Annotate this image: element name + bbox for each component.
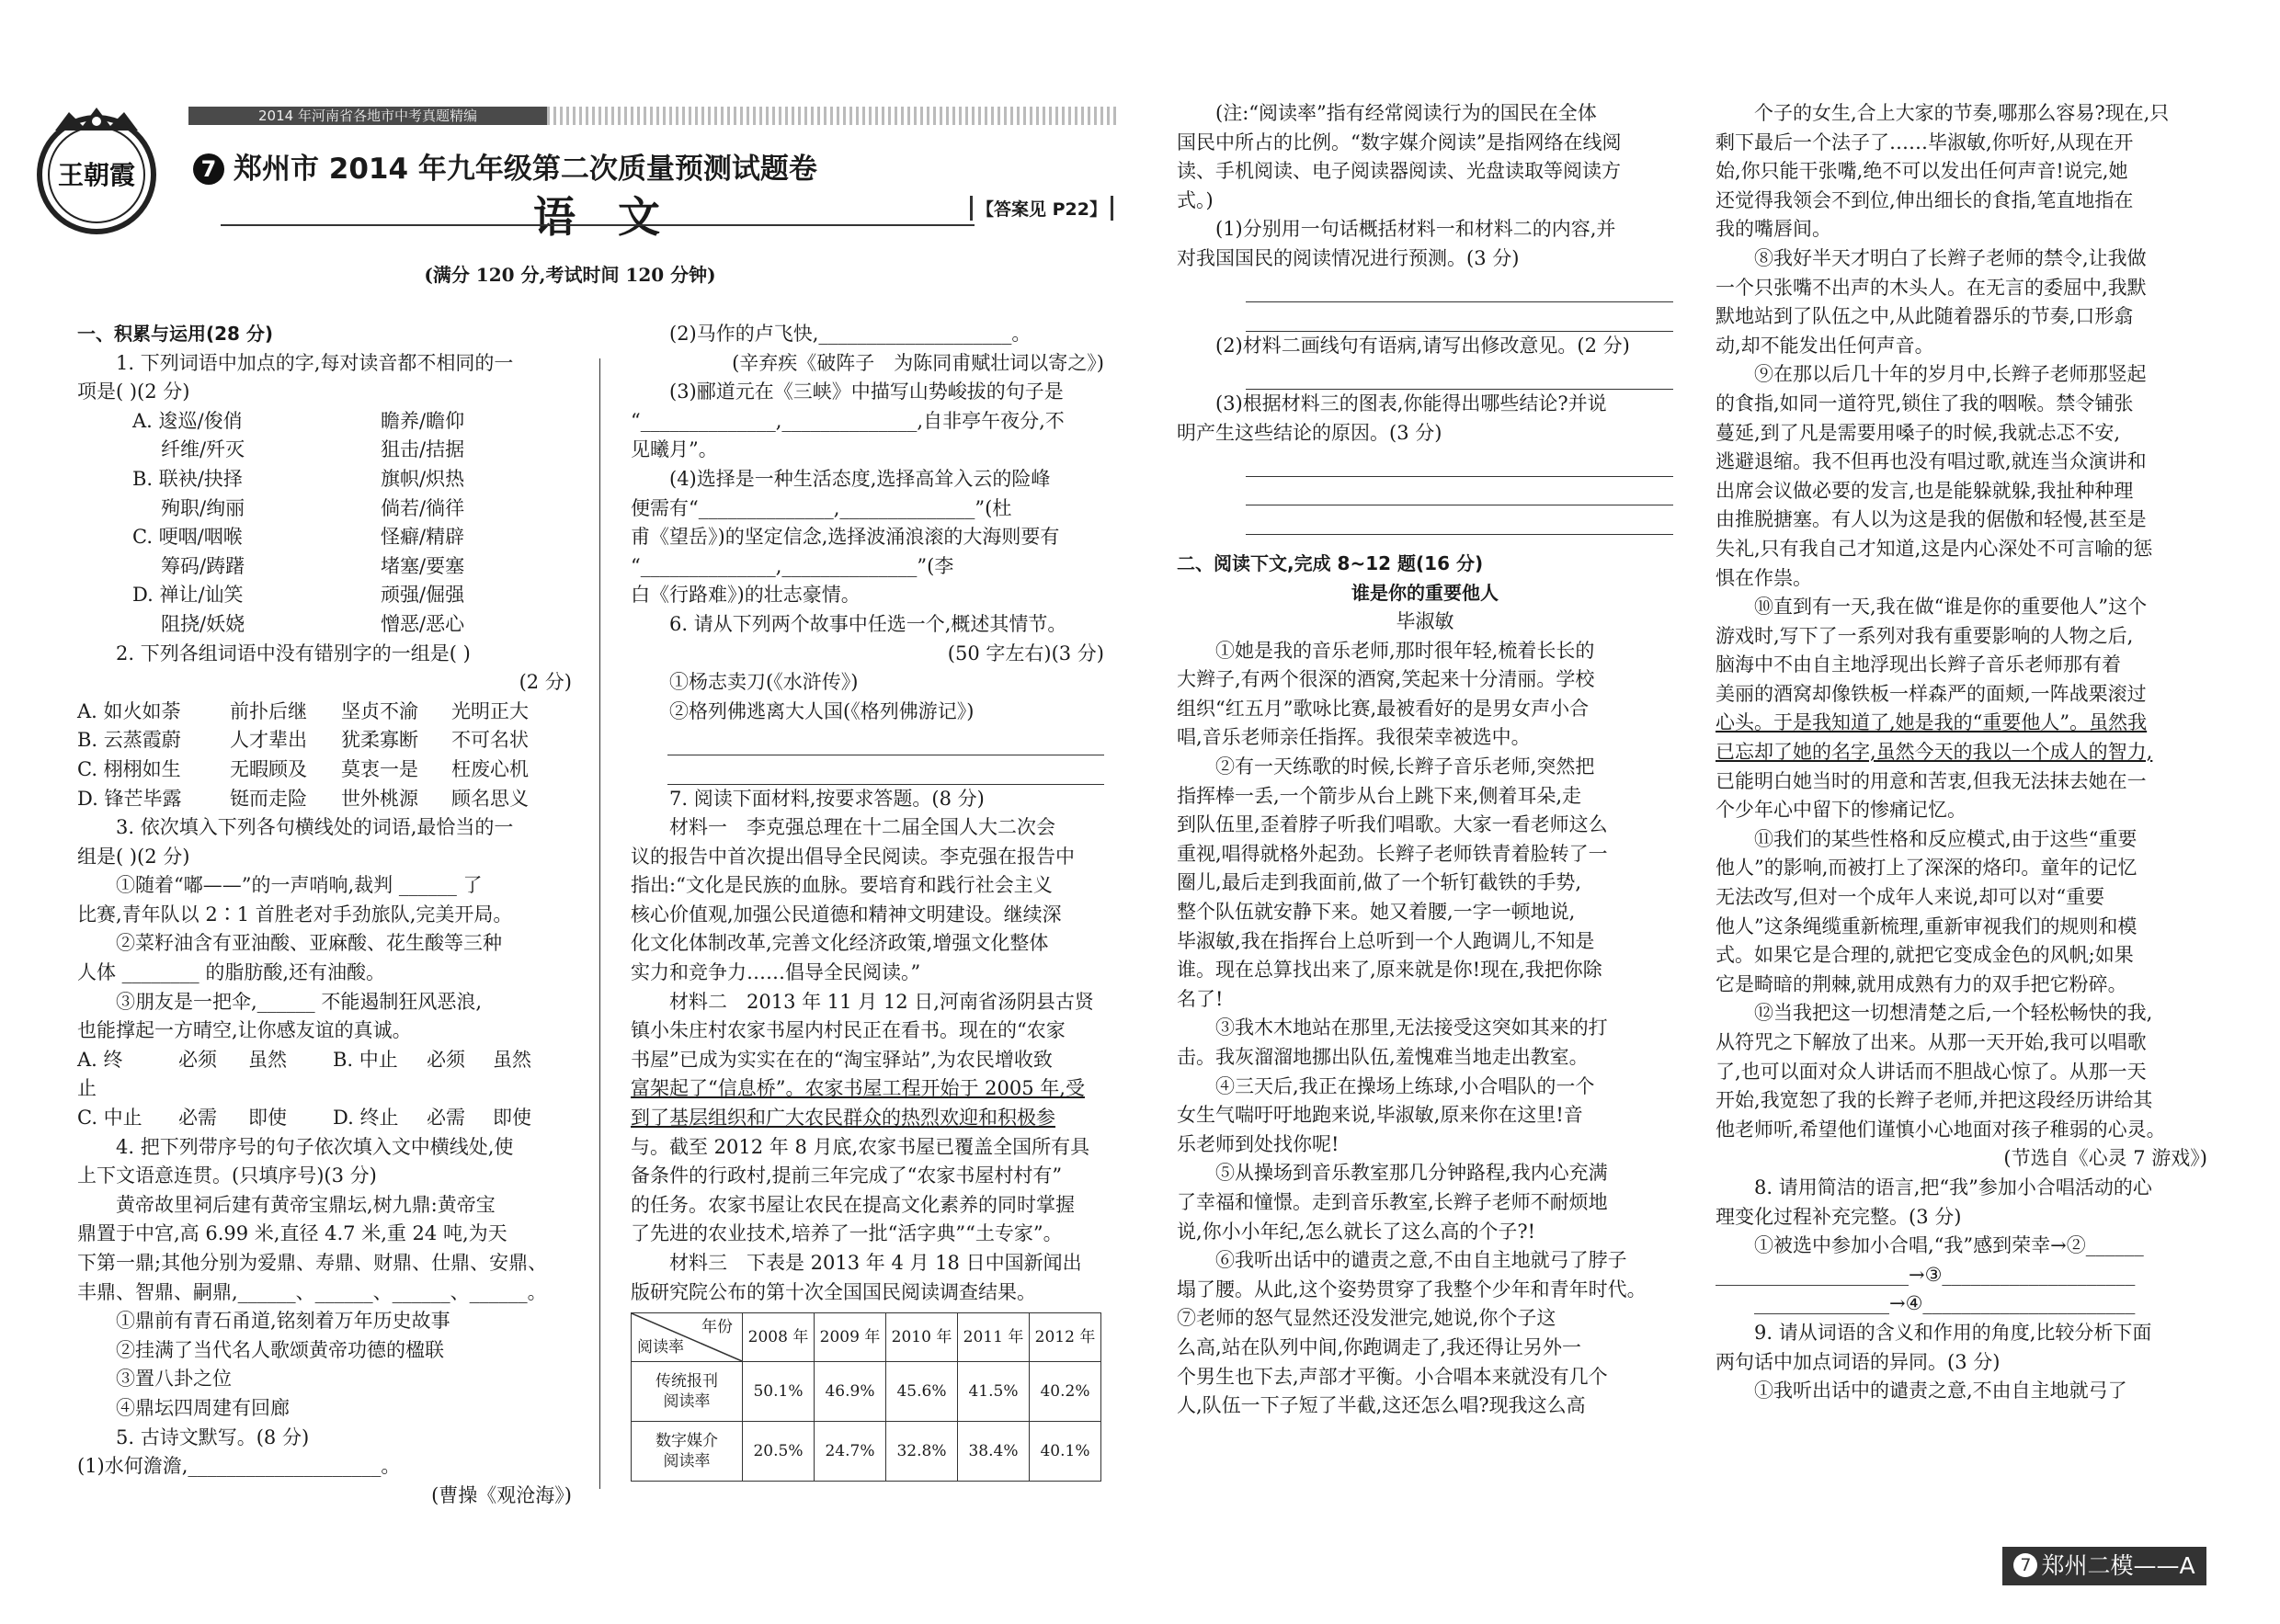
article-line: 脑海中不由自主地浮现出长辫子音乐老师那有着 <box>1716 653 2121 676</box>
q8-fill: ____________________→③____________________ <box>1716 1263 2136 1286</box>
article-line: 一个只张嘴不出声的木头人。在无言的委屈中,我默 <box>1716 276 2147 299</box>
article-line: ⑤从操场到音乐教室那几分钟路程,我内心充满 <box>1215 1162 1608 1185</box>
article-line: 么高,站在队列中间,你跑调走了,我还得让另外一 <box>1177 1335 1582 1358</box>
q1-option: D. 禅让/讪笑 <box>132 584 244 607</box>
table-cell: 24.7% <box>815 1422 886 1482</box>
q2-option: D. 锋芒毕露 <box>77 787 182 810</box>
q1-option: 憎恶/恶心 <box>381 612 465 635</box>
q1-option: A. 逡巡/俊俏 <box>132 409 243 432</box>
table-corner <box>632 1313 743 1362</box>
answer-reference: 【答案见 P22】 <box>970 196 1113 221</box>
q7-answer-line[interactable] <box>1246 302 1673 332</box>
article-line: 他人”这条绳缆重新梳理,重新审视我们的规则和模 <box>1716 914 2138 937</box>
q1-option: 殉职/绚丽 <box>161 496 245 519</box>
q9-item: ①我听出话中的谴责之意,不由自主地就弓了 <box>1754 1380 2127 1403</box>
article-line: 动,却不能发出任何声音。 <box>1716 334 1934 357</box>
q1-option: 纤维/歼灭 <box>161 438 245 461</box>
article-line: 乐老师到处找你呢! <box>1177 1132 1340 1155</box>
q1-option: 倘若/徜徉 <box>381 496 465 519</box>
article-line: 人,队伍一下子短了半截,这还怎么唱?现我这么高 <box>1177 1394 1586 1417</box>
q2-option: 坚贞不渝 <box>341 699 418 722</box>
article-line: 整个队伍就安静下来。她又着腰,一字一顿地说, <box>1177 901 1576 924</box>
footer-number: 7 <box>2013 1553 2037 1577</box>
q2-option: 光明正大 <box>451 699 529 722</box>
q7-material2: 与。截至 2012 年 8 月底,农家书屋已覆盖全国所有具 <box>631 1135 1090 1158</box>
q3-option: 虽然 <box>493 1048 531 1071</box>
q3-sentence: 也能撑起一方晴空,让你感友谊的真诚。 <box>77 1019 412 1042</box>
column-3 <box>1177 99 1673 1421</box>
article-line: ⑥我听出话中的谴责之意,不由自主地就弓了脖子 <box>1215 1249 1627 1272</box>
q5-item: (3)郦道元在《三峡》中描写山势峻拔的句子是 <box>669 380 1064 403</box>
article-line: 默地站到了队伍之中,从此随着器乐的节奏,口形翕 <box>1716 305 2134 328</box>
article-line: 到队伍里,歪着脖子听我们唱歌。大家一看老师这么 <box>1177 813 1608 836</box>
q5-stem: 5. 古诗文默写。(8 分) <box>116 1425 310 1448</box>
table-cell: 20.5% <box>743 1422 815 1482</box>
q3-sentence: ③朋友是一把伞,______ 不能遏制狂风恶浪, <box>116 990 483 1013</box>
paper-title-text: 郑州市 2014 年九年级第二次质量预测试题卷 <box>234 153 817 186</box>
q3-option: A. 终止 <box>77 1048 123 1100</box>
column-2 <box>631 320 1104 1482</box>
q3-options <box>77 1046 572 1104</box>
table-row <box>632 1362 1101 1422</box>
q6-item: ②格列佛逃离大人国(《格列佛游记》) <box>669 699 975 722</box>
table-cell: 50.1% <box>743 1362 815 1422</box>
q3-option: B. 中止 <box>333 1048 398 1071</box>
q7-material2: 到了基层组织和广大农民群众的热烈欢迎和积极参 <box>631 1107 1055 1130</box>
q1-option: 堵塞/要塞 <box>381 554 465 577</box>
q9-stem: 两句话中加点词语的异同。(3 分) <box>1716 1350 2001 1373</box>
q1-options <box>77 407 572 640</box>
q4-passage: 下第一鼎;其他分别为爱鼎、寿鼎、财鼎、仕鼎、安鼎、 <box>77 1252 548 1274</box>
q1-stem: 项是( )(2 分) <box>77 380 190 403</box>
q7-material1: 议的报告中首次提出倡导全民阅读。李克强在报告中 <box>631 845 1075 868</box>
q9-stem: 9. 请从词语的含义和作用的角度,比较分析下面 <box>1754 1321 2152 1344</box>
q3-stem: 组是( )(2 分) <box>77 845 190 868</box>
article-line: 指挥棒一丢,一个箭步从台上跳下来,侧着耳朵,走 <box>1177 784 1582 807</box>
q6-stem: (50 字左右)(3 分) <box>947 642 1104 664</box>
q7-sub3: 明产生这些结论的原因。(3 分) <box>1177 421 1442 444</box>
table-cell: 32.8% <box>886 1422 958 1482</box>
q7-stem: 7. 阅读下面材料,按要求答题。(8 分) <box>669 787 985 810</box>
article-line: 已忘却了她的名字,虽然今天的我以一个成人的智力, <box>1716 741 2153 764</box>
article-line: ③我木木地站在那里,无法接受这突如其来的打 <box>1215 1016 1608 1039</box>
article-line: 唱,音乐老师亲任指挥。我很荣幸被选中。 <box>1177 726 1531 749</box>
section1-heading: 一、积累与运用(28 分) <box>77 323 274 345</box>
q4-stem: 上下文语意连贯。(只填序号)(3 分) <box>77 1164 377 1187</box>
table-year: 2012 年 <box>1030 1313 1101 1362</box>
q2-stem: 2. 下列各组词语中没有错别字的一组是( ) <box>116 642 471 664</box>
article-line: 从符咒之下解放了出来。从那一天开始,我可以唱歌 <box>1716 1031 2147 1053</box>
q7-note: 式。) <box>1177 188 1214 211</box>
article-line: ⑨在那以后几十年的岁月中,长辫子老师那竖起 <box>1754 363 2147 386</box>
q7-sub1: (1)分别用一句话概括材料一和材料二的内容,并 <box>1215 218 1616 241</box>
q7-sub2: (2)材料二画线句有语病,请写出修改意见。(2 分) <box>1215 334 1630 357</box>
q5-item: 便需有“______________,______________”(杜 <box>631 496 1012 519</box>
q5-source: (曹操《观沧海》) <box>431 1483 572 1506</box>
table-cell: 38.4% <box>958 1422 1030 1482</box>
article-body-continued <box>1716 99 2207 1144</box>
article-line: 击。我灰溜溜地挪出队伍,羞愧难当地走出教室。 <box>1177 1046 1589 1068</box>
article-line: 个少年心中留下的惨痛记忆。 <box>1716 799 1966 822</box>
row-label: 阅读率 <box>663 1452 711 1471</box>
subject-title: 语文 <box>533 192 702 242</box>
q3-option: D. 终止 <box>333 1107 399 1130</box>
column-divider <box>599 358 600 1489</box>
q7-material1: 化文化体制改革,完善文化经济政策,增强文化整体 <box>631 932 1049 955</box>
table-year: 2008 年 <box>743 1313 815 1362</box>
q7-material2: 的任务。农家书屋让农民在提高文化素养的同时掌握 <box>631 1193 1075 1216</box>
q3-option: C. 中止 <box>77 1107 142 1130</box>
q7-material2: 富架起了“信息桥”。农家书屋工程开始于 2005 年,受 <box>631 1077 1085 1100</box>
q4-passage: 鼎置于中宫,高 6.99 米,直径 4.7 米,重 24 吨,为天 <box>77 1222 507 1245</box>
q7-material3: 材料三 下表是 2013 年 4 月 18 日中国新闻出 <box>669 1252 1082 1274</box>
article-line: 圈儿,最后走到我面前,做了一个斩钉截铁的手势, <box>1177 871 1582 894</box>
q5-source: (辛弃疾《破阵子 为陈同甫赋壮词以寄之》) <box>732 351 1104 374</box>
q2-option: 不可名状 <box>451 729 529 752</box>
article-line: 还觉得我领会不到位,伸出细长的食指,笔直地指在 <box>1716 188 2134 211</box>
q7-sub1: 对我国国民的阅读情况进行预测。(3 分) <box>1177 246 1520 269</box>
banner-stripes <box>547 107 1117 125</box>
q5-item: 甫《望岳》)的坚定信念,选择波涌浪滚的大海则要有 <box>631 526 1060 549</box>
article-body <box>1177 637 1673 1421</box>
q5-item: (4)选择是一种生活态度,选择高耸入云的险峰 <box>669 467 1051 490</box>
q7-answer-line[interactable] <box>1246 448 1673 477</box>
q2-option: 无暇顾及 <box>230 757 307 780</box>
q5-item: 见曦月”。 <box>631 438 718 461</box>
q8-fill: ①被选中参加小合唱,“我”感到荣幸→②______ <box>1754 1234 2144 1257</box>
reading-rate-table <box>631 1312 1101 1482</box>
article-line: ⑩直到有一天,我在做“谁是你的重要他人”这个 <box>1754 596 2148 619</box>
q7-sub3: (3)根据材料三的图表,你能得出哪些结论?并说 <box>1215 392 1607 415</box>
q6-stem: 6. 请从下列两个故事中任选一个,概述其情节。 <box>669 612 1067 635</box>
q5-item: “______________,______________,自非亭午夜分,不 <box>631 409 1065 432</box>
q6-answer-line[interactable] <box>667 755 1104 785</box>
q8-stem: 理变化过程补充完整。(3 分) <box>1716 1205 1962 1228</box>
q7-material2: 备条件的行政村,提前三年完成了“农家书屋村村有” <box>631 1164 1063 1187</box>
q1-option: 筹码/踌躇 <box>161 554 245 577</box>
q5-item: (1)水何澹澹,____________________。 <box>77 1455 401 1478</box>
article-line: 了,也可以面对众人讲话而不胆战心惊了。从那一天 <box>1716 1060 2147 1083</box>
q2-option: 铤而走险 <box>230 787 307 810</box>
article-line: 他老师听,希望他们谨慎小心地面对孩子稚弱的心灵。 <box>1716 1118 2166 1141</box>
q7-note: (注:“阅读率”指有经常阅读行为的国民在全体 <box>1215 102 1597 124</box>
q3-options <box>77 1104 572 1133</box>
publisher-logo <box>28 103 165 241</box>
q2-option: 莫衷一是 <box>341 757 418 780</box>
q1-option: 狙击/拮据 <box>381 438 465 461</box>
table-cell: 40.2% <box>1030 1362 1101 1422</box>
q3-option: 即使 <box>248 1107 287 1130</box>
column-1 <box>77 320 572 1510</box>
article-line: ①她是我的音乐老师,那时很年轻,梳着长长的 <box>1215 639 1595 662</box>
article-line: 始,你只能干张嘴,绝不可以发出任何声音!说完,她 <box>1716 160 2128 183</box>
article-line: 蔓延,到了凡是需要用嗓子的时候,我就忐忑不安, <box>1716 421 2121 444</box>
article-line: 重视,唱得就格外起劲。长辫子老师铁青着脸转了一 <box>1177 842 1608 865</box>
table-cell: 46.9% <box>815 1362 886 1422</box>
article-line: 剩下最后一个法子了……毕淑敏,你听好,从现在开 <box>1716 131 2134 153</box>
article-line: 心头。于是我知道了,她是我的“重要他人”。虽然我 <box>1716 711 2148 734</box>
q2-option: 枉废心机 <box>451 757 529 780</box>
article-line: 惧在作祟。 <box>1716 566 1812 589</box>
q7-note: 读、手机阅读、电子阅读器阅读、光盘读取等阅读方 <box>1177 160 1621 183</box>
q6-answer-line[interactable] <box>667 726 1104 755</box>
row-label: 数字媒介 <box>656 1432 718 1451</box>
footer-label: 郑州二模——A 面 <box>2041 1552 2195 1618</box>
q7-material2: 镇小朱庄村农家书屋内村民正在看书。现在的“农家 <box>631 1019 1066 1042</box>
q7-answer-line[interactable] <box>1246 360 1673 390</box>
logo-text: 王朝霞 <box>57 160 136 190</box>
row-label: 传统报刊 <box>656 1372 718 1391</box>
q7-answer-line[interactable] <box>1246 505 1673 535</box>
q1-option: 顽强/倔强 <box>381 584 465 607</box>
article-line: 逃避退缩。我不但再也没有唱过歌,就连当众演讲和 <box>1716 450 2147 473</box>
table-cell: 45.6% <box>886 1362 958 1422</box>
q1-stem: 1. 下列词语中加点的字,每对读音都不相同的一 <box>116 351 514 374</box>
article-line: 塌了腰。从此,这个姿势贯穿了我整个少年和青年时代。 <box>1177 1278 1647 1300</box>
table-row <box>632 1422 1101 1482</box>
q7-material2: 书屋”已成为实实在在的“淘宝驿站”,为农民增收致 <box>631 1048 1053 1071</box>
table-cell: 40.1% <box>1030 1422 1101 1482</box>
article-line: 毕淑敏,我在指挥台上总听到一个人跑调儿,不知是 <box>1177 929 1595 952</box>
table-header-rate: 阅读率 <box>637 1338 684 1357</box>
q1-option: C. 哽咽/咽喉 <box>132 526 243 549</box>
section2-heading: 二、阅读下文,完成 8~12 题(16 分) <box>1177 551 1484 574</box>
article-line: 的食指,如同一道符咒,锁住了我的咽喉。禁令铺张 <box>1716 392 2134 415</box>
article-line: ⑦老师的怒气显然还没发泄完,她说,你个子这 <box>1177 1307 1556 1330</box>
article-line: 无法改写,但对一个成年人来说,却可以对“重要 <box>1716 886 2105 909</box>
table-header-year: 年份 <box>701 1318 733 1337</box>
article-line: 失礼,只有我自己才知道,这是内心深处不可言喻的惩 <box>1716 537 2153 560</box>
article-line: ⑪我们的某些性格和反应模式,由于这些“重要 <box>1754 827 2138 850</box>
q3-option: 必须 <box>427 1048 465 1071</box>
q3-option: 虽然 <box>248 1048 287 1071</box>
article-line: 组织“红五月”歌咏比赛,最被看好的是男女声小合 <box>1177 697 1590 720</box>
q3-sentence: ②菜籽油含有亚油酸、亚麻酸、花生酸等三种 <box>116 932 502 955</box>
article-line: 开始,我宽恕了我的长辫子老师,并把这段经历讲给其 <box>1716 1089 2153 1112</box>
article-title: 谁是你的重要他人 <box>1351 581 1499 604</box>
article-line: 谁。现在总算找出来了,原来就是你!现在,我把你除 <box>1177 959 1602 982</box>
q2-option: 人才辈出 <box>230 729 307 752</box>
q8-stem: 8. 请用简洁的语言,把“我”参加小合唱活动的心 <box>1754 1175 2152 1198</box>
q7-material1: 指出:“文化是民族的血脉。要培育和践行社会主义 <box>631 874 1053 897</box>
row-label: 阅读率 <box>663 1392 711 1412</box>
q3-option: 必需 <box>178 1107 217 1130</box>
article-line: 大辫子,有两个很深的酒窝,笑起来十分清丽。学校 <box>1177 668 1595 691</box>
q2-option: B. 云蒸霞蔚 <box>77 729 181 752</box>
q3-stem: 3. 依次填入下列各句横线处的词语,最恰当的一 <box>116 816 514 839</box>
q7-material1: 实力和竞争力……倡导全民阅读。” <box>631 961 921 984</box>
q2-option: C. 栩栩如生 <box>77 757 181 780</box>
q8-fill: ______________→④______________________ <box>1754 1292 2136 1315</box>
q5-item: (2)马作的卢飞快,____________________。 <box>669 323 1032 345</box>
q2-option: A. 如火如荼 <box>77 699 181 722</box>
q7-answer-line[interactable] <box>1246 477 1673 506</box>
table-year: 2009 年 <box>815 1313 886 1362</box>
article-line: 式。如果它是合理的,就把它变成金色的风帆;如果 <box>1716 944 2134 967</box>
article-line: 已能明白她当时的用意和苦衷,但我无法抹去她在一 <box>1716 769 2147 792</box>
article-line: 美丽的酒窝却像铁板一样森严的面颊,一阵战栗滚过 <box>1716 682 2147 705</box>
article-source: (节选自《心灵 7 游戏》) <box>2003 1147 2207 1170</box>
q4-item: ④鼎坛四周建有回廊 <box>116 1396 290 1419</box>
q2-option: 前扑后继 <box>230 699 307 722</box>
title-rule <box>221 224 975 226</box>
q4-item: ②挂满了当代名人歌颂黄帝功德的楹联 <box>116 1338 444 1361</box>
q1-option: 旗帜/炽热 <box>381 467 465 490</box>
article-line: 游戏时,写下了一系列对我有重要影响的人物之后, <box>1716 624 2134 647</box>
table-year: 2010 年 <box>886 1313 958 1362</box>
q3-sentence: 比赛,青年队以 2∶1 首胜老对手劲旅队,完美开局。 <box>77 903 513 926</box>
article-line: 由推脱搪塞。有人以为这是我的倨傲和轻慢,甚至是 <box>1716 508 2147 531</box>
q4-stem: 4. 把下列带序号的句子依次填入文中横线处,使 <box>116 1135 514 1158</box>
article-line: 它是畸暗的荆棘,就用成熟有力的双手把它粉碎。 <box>1716 972 2127 995</box>
paper-number: 7 <box>193 153 224 185</box>
q7-material3: 版研究院公布的第十次全国国民阅读调查结果。 <box>631 1280 1036 1303</box>
article-line: 个男生也下去,声部才平衡。小合唱本来就没有几个 <box>1177 1365 1608 1388</box>
q7-note: 国民中所占的比例。“数字媒介阅读”是指网络在线阅 <box>1177 131 1622 153</box>
article-line: ②有一天练歌的时候,长辫子音乐老师,突然把 <box>1215 755 1595 778</box>
table-cell: 41.5% <box>958 1362 1030 1422</box>
paper-title <box>193 145 817 187</box>
article-line: ⑫当我把这一切想清楚之后,一个轻松畅快的我, <box>1754 1002 2153 1025</box>
q4-item: ③置八卦之位 <box>116 1368 232 1391</box>
q3-option: 即使 <box>493 1107 531 1130</box>
table-year: 2011 年 <box>958 1313 1030 1362</box>
q4-item: ①鼎前有青石甬道,铭刻着万年历史故事 <box>116 1310 450 1333</box>
exam-info: (满分 120 分,考试时间 120 分钟) <box>424 264 716 286</box>
page-footer-badge <box>2002 1547 2206 1618</box>
series-banner: 2014 年河南省各地市中考真题精编 <box>188 107 547 125</box>
article-line: 了幸福和憧憬。走到音乐教室,长辫子老师不耐烦地 <box>1177 1190 1608 1213</box>
q1-option: B. 联袂/抉择 <box>132 467 243 490</box>
q2-options <box>77 698 572 813</box>
q1-option: 怪癖/精辟 <box>381 526 465 549</box>
q7-material1: 材料一 李克强总理在十二届全国人大二次会 <box>669 816 1055 839</box>
q2-option: 犹柔寡断 <box>341 729 418 752</box>
q3-sentence: ①随着“嘟——”的一声哨响,裁判 ______ 了 <box>116 874 483 897</box>
q2-option: 顾名思义 <box>451 787 529 810</box>
article-line: 出席会议做必要的发言,也是能躲就躲,我扯种种理 <box>1716 479 2134 502</box>
q2-option: 世外桃源 <box>341 787 418 810</box>
q5-item: “______________,______________”(李 <box>631 554 954 577</box>
q7-answer-line[interactable] <box>1246 274 1673 303</box>
article-line: 名了! <box>1177 987 1224 1010</box>
q2-stem: (2 分) <box>519 671 572 694</box>
q3-option: 必须 <box>178 1048 217 1071</box>
article-line: 我的嘴唇间。 <box>1716 218 1831 241</box>
q3-sentence: 人体 ________ 的脂肪酸,还有油酸。 <box>77 961 386 984</box>
q7-material1: 核心价值观,加强公民道德和精神文明建设。继续深 <box>631 903 1062 926</box>
article-line: 女生气喘吁吁地跑来说,毕淑敏,原来你在这里!音 <box>1177 1104 1583 1127</box>
q4-passage: 丰鼎、智鼎、嗣鼎,______、______、______、______。 <box>77 1280 547 1303</box>
article-line: ⑧我好半天才明白了长辫子老师的禁令,让我做 <box>1754 246 2147 269</box>
article-line: 他人”的影响,而被打上了深深的烙印。童年的记忆 <box>1716 857 2138 880</box>
article-line: 个子的女生,合上大家的节奏,哪那么容易?现在,只 <box>1754 102 2170 124</box>
q7-material2: 了先进的农业技术,培养了一批“活字典”“土专家”。 <box>631 1222 1063 1245</box>
q1-option: 瞻养/瞻仰 <box>381 409 465 432</box>
q1-option: 阻挠/妖娆 <box>161 612 245 635</box>
q4-passage: 黄帝故里祠后建有黄帝宝鼎坛,树九鼎:黄帝宝 <box>116 1193 496 1216</box>
column-4 <box>1716 99 2207 1406</box>
q3-option: 必需 <box>427 1107 465 1130</box>
article-author: 毕淑敏 <box>1396 610 1454 633</box>
q5-item: 白《行路难》)的壮志豪情。 <box>631 584 861 607</box>
article-line: ④三天后,我正在操场上练球,小合唱队的一个 <box>1215 1074 1595 1097</box>
q6-item: ①杨志卖刀(《水浒传》) <box>669 671 859 694</box>
q7-material2: 材料二 2013 年 11 月 12 日,河南省汤阴县古贤 <box>669 990 1094 1013</box>
article-line: 说,你小小年纪,怎么就长了这么高的个子?! <box>1177 1220 1536 1243</box>
